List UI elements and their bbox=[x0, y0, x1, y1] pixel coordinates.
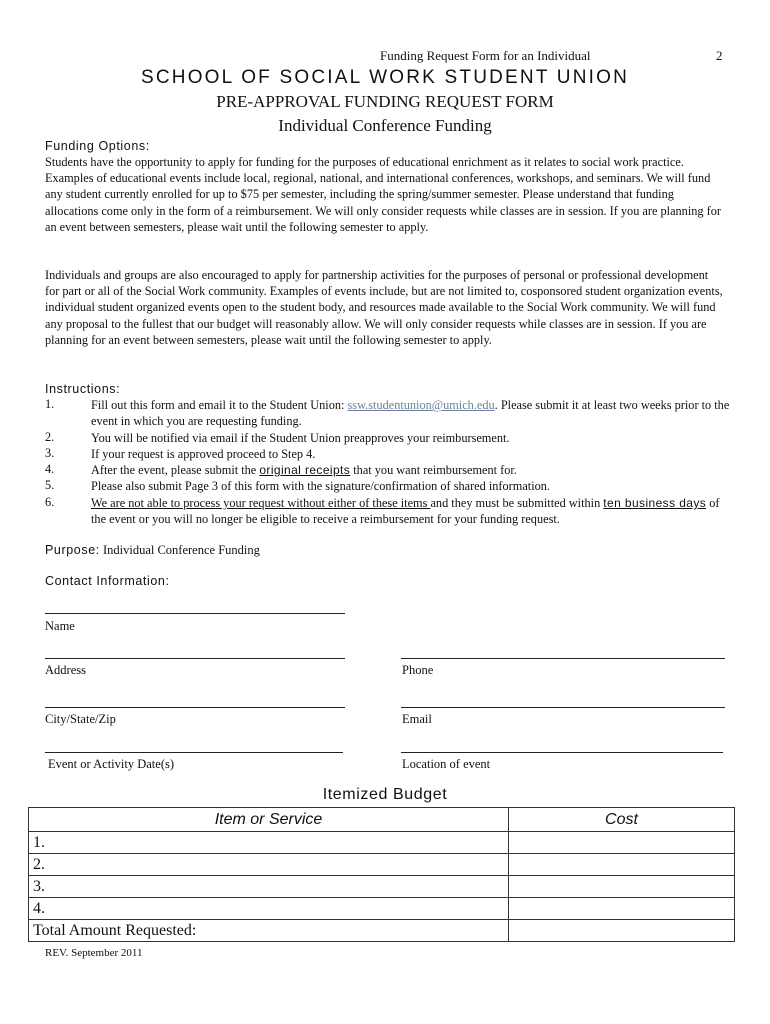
instruction-4-text-end: that you want reimbursement for. bbox=[350, 463, 517, 477]
funding-options-paragraph-2: Individuals and groups are also encouraged to apply for partnership activities for the purposes of personal or professional development for part or all of the Social Work community. Examples of events include, but are not limited to, cosponsored student organization events, individual student organized events open to the student body, and resources made available to the Social Work community. We will fund any proposal to the fullest that our budget will reasonably allow. We will only consider requests while classes are in session. If you are planning for an event between semesters, please wait until the following semester to apply. bbox=[45, 268, 723, 347]
instruction-4-text: After the event, please submit the bbox=[91, 463, 260, 477]
location-field-line[interactable] bbox=[401, 752, 723, 753]
phone-label: Phone bbox=[402, 663, 434, 677]
instruction-6-text: and they must be submitted within bbox=[430, 496, 604, 510]
form-title: PRE-APPROVAL FUNDING REQUEST FORM bbox=[216, 92, 554, 111]
budget-cost-4[interactable] bbox=[509, 898, 735, 920]
ten-business-days-emphasis: ten business days bbox=[603, 496, 707, 510]
instruction-1-number: 1. bbox=[45, 397, 55, 411]
instruction-2: You will be notified via email if the Student Union preapproves your reimbursement. bbox=[91, 431, 510, 445]
table-row bbox=[29, 832, 735, 854]
instruction-4-number: 4. bbox=[45, 462, 55, 476]
table-row bbox=[29, 876, 735, 898]
instruction-6-underlined: We are not able to process your request without either of these items bbox=[91, 496, 431, 510]
name-field-line[interactable] bbox=[45, 613, 345, 614]
instruction-3: If your request is approved proceed to Step 4. bbox=[91, 447, 316, 461]
city-state-zip-label: City/State/Zip bbox=[45, 712, 116, 726]
instruction-5-number: 5. bbox=[45, 478, 55, 492]
school-title: SCHOOL OF SOCIAL WORK STUDENT UNION bbox=[140, 67, 629, 88]
budget-item-2[interactable]: 2. bbox=[29, 854, 509, 876]
student-union-email-link[interactable]: ssw.studentunion@umich.edu bbox=[347, 398, 495, 412]
total-amount-value[interactable] bbox=[509, 920, 735, 942]
instruction-6-number: 6. bbox=[45, 495, 55, 509]
form-subtitle: Individual Conference Funding bbox=[278, 116, 492, 135]
itemized-budget-table bbox=[28, 807, 735, 942]
instruction-6 bbox=[91, 495, 731, 528]
total-row bbox=[29, 920, 735, 942]
event-date-field-line[interactable] bbox=[45, 752, 343, 753]
purpose-value: Individual Conference Funding bbox=[102, 543, 260, 557]
form-name-header: Funding Request Form for an Individual bbox=[380, 48, 591, 63]
event-date-label: Event or Activity Date(s) bbox=[48, 757, 175, 771]
table-row bbox=[29, 898, 735, 920]
total-amount-label: Total Amount Requested: bbox=[29, 920, 509, 942]
original-receipts-emphasis: original receipts bbox=[259, 463, 351, 477]
address-label: Address bbox=[45, 663, 86, 677]
email-field-line[interactable] bbox=[401, 707, 725, 708]
revision-date: REV. September 2011 bbox=[45, 947, 143, 959]
cost-header: Cost bbox=[509, 808, 735, 832]
instruction-1-text-end: . Please submit it at least two weeks prior to the event in which you are requesting funding. bbox=[91, 398, 730, 429]
instructions-label: Instructions: bbox=[45, 382, 121, 396]
budget-cost-2[interactable] bbox=[509, 854, 735, 876]
instruction-4 bbox=[91, 462, 731, 478]
instruction-1 bbox=[91, 397, 731, 430]
contact-information-label: Contact Information: bbox=[45, 574, 170, 588]
budget-item-3[interactable]: 3. bbox=[29, 876, 509, 898]
itemized-budget-title: Itemized Budget bbox=[322, 786, 448, 803]
email-label: Email bbox=[402, 712, 432, 726]
budget-header-row bbox=[29, 808, 735, 832]
item-or-service-header: Item or Service bbox=[29, 808, 509, 832]
address-field-line[interactable] bbox=[45, 658, 345, 659]
purpose-row bbox=[45, 543, 260, 558]
funding-options-label: Funding Options: bbox=[45, 139, 150, 153]
name-label: Name bbox=[45, 619, 75, 633]
funding-options-paragraph-1: Students have the opportunity to apply for funding for the purposes of educational enrichment as it relates to social work practice. Examples of educational events include local, regional, national, and international conferences, workshops, and seminars. We will fund any student currently enrolled for up to $75 per semester, including the spring/summer semester. Please understand that funding allocations come only in the form of a reimbursement. We will only consider requests while classes are in session. If you are planning for an event between semesters, please wait until the following semester to apply. bbox=[45, 155, 721, 234]
budget-cost-1[interactable] bbox=[509, 832, 735, 854]
instruction-6-text-end: of the event or you will no longer be eligible to receive a reimbursement for your funding request. bbox=[91, 496, 720, 527]
page-number: 2 bbox=[716, 48, 723, 63]
instruction-1-text: Fill out this form and email it to the Student Union: bbox=[91, 398, 348, 412]
instruction-3-number: 3. bbox=[45, 446, 55, 460]
instruction-2-number: 2. bbox=[45, 430, 55, 444]
instruction-5: Please also submit Page 3 of this form with the signature/confirmation of shared information. bbox=[91, 479, 550, 493]
city-state-zip-field-line[interactable] bbox=[45, 707, 345, 708]
budget-item-1[interactable]: 1. bbox=[29, 832, 509, 854]
purpose-label: Purpose: bbox=[45, 543, 100, 557]
location-label: Location of event bbox=[402, 757, 491, 771]
phone-field-line[interactable] bbox=[401, 658, 725, 659]
budget-item-4[interactable]: 4. bbox=[29, 898, 509, 920]
budget-cost-3[interactable] bbox=[509, 876, 735, 898]
table-row bbox=[29, 854, 735, 876]
